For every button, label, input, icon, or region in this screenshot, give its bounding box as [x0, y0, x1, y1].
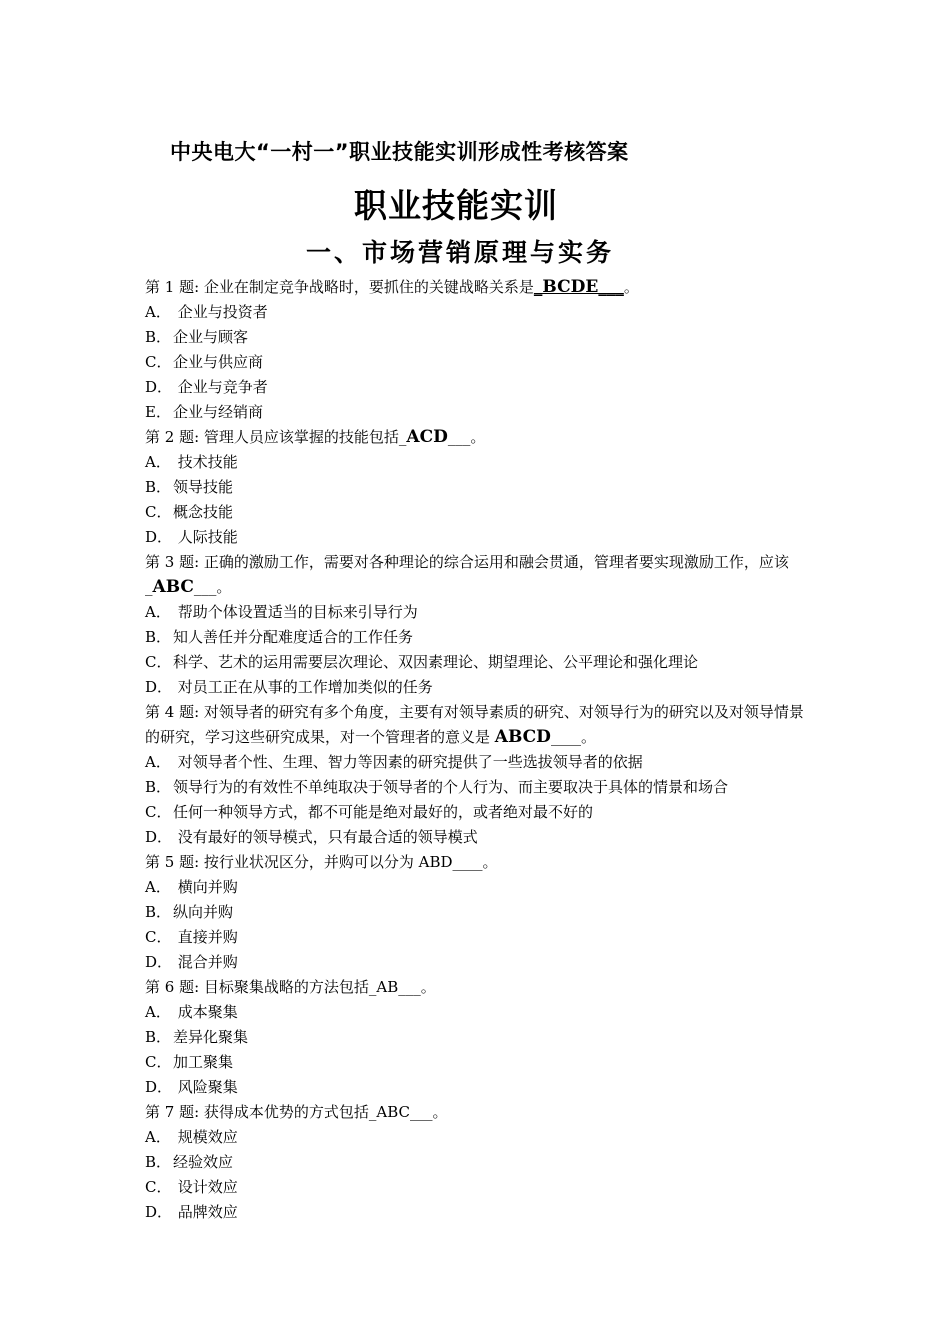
option-item [145, 800, 813, 825]
option-text: 成本聚集 [173, 1003, 238, 1021]
question-1-stem [145, 275, 813, 300]
option-letter: B． [145, 778, 172, 796]
question-4-stem [145, 700, 813, 750]
question-3-stem [145, 550, 813, 600]
option-text: 加工聚集 [173, 1053, 234, 1071]
option-item [145, 625, 813, 650]
option-text: 人际技能 [173, 528, 238, 546]
question-answer: ABCD [494, 727, 551, 747]
option-text: 概念技能 [173, 503, 234, 521]
option-letter: A． [145, 603, 171, 621]
option-item [145, 450, 813, 475]
question-answer: ABC [152, 577, 194, 597]
option-letter: D． [145, 678, 173, 696]
question-stem-end: 。 [623, 278, 639, 296]
option-letter: E． [145, 403, 171, 421]
option-item [145, 400, 813, 425]
option-text: 企业与供应商 [173, 353, 264, 371]
option-letter: A． [145, 303, 171, 321]
option-text: 知人善任并分配难度适合的工作任务 [173, 628, 414, 646]
option-letter: A． [145, 878, 171, 896]
question-list [145, 275, 813, 1225]
option-letter: D． [145, 953, 173, 971]
option-item [145, 1050, 813, 1075]
option-letter: A． [145, 1003, 171, 1021]
option-item [145, 775, 813, 800]
option-text: 企业与经销商 [173, 403, 264, 421]
option-item [145, 475, 813, 500]
question-5-stem [145, 850, 813, 875]
option-text: 企业与顾客 [173, 328, 249, 346]
option-text: 领导技能 [173, 478, 234, 496]
option-item [145, 300, 813, 325]
option-text: 规模效应 [173, 1128, 238, 1146]
option-item [145, 1175, 813, 1200]
question-stem-text: 第 6 题: 目标聚集战略的方法包括_AB___。 [145, 978, 436, 996]
option-letter: A． [145, 453, 171, 471]
question-2-stem [145, 425, 813, 450]
option-text: 直接并购 [173, 928, 238, 946]
option-letter: D． [145, 1203, 173, 1221]
option-item [145, 325, 813, 350]
option-text: 对领导者个性、生理、智力等因素的研究提供了一些选拔领导者的依据 [173, 753, 643, 771]
option-item [145, 600, 813, 625]
option-text: 风险聚集 [173, 1078, 238, 1096]
question-answer: _BCDE___ [533, 277, 624, 297]
option-item [145, 900, 813, 925]
option-item [145, 875, 813, 900]
question-stem-end: ___。 [193, 578, 232, 596]
main-title: 职业技能实训 [354, 186, 558, 225]
option-item [145, 1200, 813, 1225]
option-text: 对员工正在从事的工作增加类似的任务 [173, 678, 433, 696]
option-item [145, 1000, 813, 1025]
option-letter: D． [145, 378, 173, 396]
option-text: 经验效应 [173, 1153, 234, 1171]
option-item [145, 925, 813, 950]
option-text: 混合并购 [173, 953, 238, 971]
option-text: 科学、艺术的运用需要层次理论、双因素理论、期望理论、公平理论和强化理论 [173, 653, 699, 671]
option-letter: C． [145, 1053, 172, 1071]
option-item [145, 950, 813, 975]
option-item [145, 650, 813, 675]
option-letter: C． [145, 653, 172, 671]
option-text: 企业与投资者 [173, 303, 268, 321]
option-letter: C． [145, 928, 172, 946]
question-stem-text: 第 7 题: 获得成本优势的方式包括_ABC___。 [145, 1103, 448, 1121]
option-item [145, 825, 813, 850]
option-letter: D． [145, 1078, 173, 1096]
option-text: 技术技能 [173, 453, 238, 471]
option-item [145, 525, 813, 550]
option-letter: B． [145, 1153, 172, 1171]
option-letter: C． [145, 503, 172, 521]
question-stem-text: 第 3 题: 正确的激励工作，需要对各种理论的综合运用和融会贯通，管理者要实现激励工作，应该_ [145, 553, 789, 596]
option-text: 设计效应 [173, 1178, 238, 1196]
question-stem-text: 第 5 题: 按行业状况区分，并购可以分为 ABD____。 [145, 853, 498, 871]
question-answer: ACD [406, 427, 448, 447]
option-text: 没有最好的领导模式，只有最合适的领导模式 [173, 828, 478, 846]
option-letter: C． [145, 1178, 172, 1196]
option-letter: D． [145, 528, 173, 546]
question-stem-text: 第 1 题: 企业在制定竞争战略时，要抓住的关键战略关系是 [145, 278, 534, 296]
option-item [145, 350, 813, 375]
option-letter: B． [145, 478, 172, 496]
option-text: 帮助个体设置适当的目标来引导行为 [173, 603, 418, 621]
option-letter: C． [145, 803, 172, 821]
question-6-stem [145, 975, 813, 1000]
option-item [145, 675, 813, 700]
option-item [145, 1025, 813, 1050]
question-stem-end: ____。 [550, 728, 596, 746]
option-item [145, 750, 813, 775]
option-letter: B． [145, 903, 172, 921]
option-item [145, 375, 813, 400]
option-text: 任何一种领导方式，都不可能是绝对最好的，或者绝对最不好的 [173, 803, 594, 821]
section-title: 一、市场营销原理与实务 [305, 238, 614, 267]
question-7-stem [145, 1100, 813, 1125]
question-stem-text: 第 2 题: 管理人员应该掌握的技能包括_ [145, 428, 407, 446]
option-letter: B． [145, 328, 172, 346]
document-header-title: 中央电大“一村一”职业技能实训形成性考核答案 [170, 140, 629, 164]
option-letter: A． [145, 753, 171, 771]
option-text: 纵向并购 [173, 903, 234, 921]
option-letter: D． [145, 828, 173, 846]
option-item [145, 500, 813, 525]
option-letter: C． [145, 353, 172, 371]
option-text: 横向并购 [173, 878, 238, 896]
option-text: 领导行为的有效性不单纯取决于领导者的个人行为、而主要取决于具体的情景和场合 [173, 778, 729, 796]
option-text: 品牌效应 [173, 1203, 238, 1221]
question-stem-text: 第 4 题: 对领导者的研究有多个角度，主要有对领导素质的研究、对领导行为的研究以及对领导情景的研究，学习这些研究成果，对一个管理者的意义是 [145, 703, 804, 746]
question-stem-end: ___。 [447, 428, 486, 446]
option-letter: B． [145, 1028, 172, 1046]
option-text: 企业与竞争者 [173, 378, 268, 396]
option-text: 差异化聚集 [173, 1028, 249, 1046]
option-letter: A． [145, 1128, 171, 1146]
option-item [145, 1150, 813, 1175]
option-letter: B． [145, 628, 172, 646]
option-item [145, 1125, 813, 1150]
option-item [145, 1075, 813, 1100]
